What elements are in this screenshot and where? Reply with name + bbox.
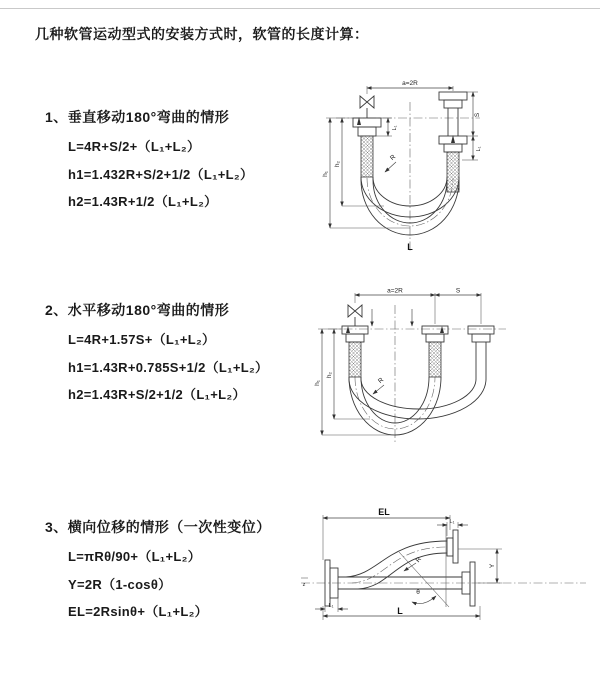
- s-curve-hose-position-2: [346, 541, 447, 589]
- svg-text:EL: EL: [378, 507, 390, 517]
- diagram-horizontal-180-bend: [308, 283, 528, 453]
- left-pipe-assembly: [342, 305, 368, 377]
- formula-line: L=4R+1.57S+（L₁+L₂）: [68, 332, 216, 347]
- section-lateral-displacement: [45, 517, 271, 620]
- section-1-formulas: [68, 133, 253, 216]
- formula-line: h1=1.43R+0.785S+1/2（L₁+L₂）: [68, 359, 269, 375]
- diagram-lateral-displacement: [296, 502, 596, 647]
- formula-line: L=πRθ/90+（L₁+L₂）: [68, 549, 201, 564]
- section-horizontal-180: [45, 300, 269, 403]
- dim-h2: [326, 329, 370, 419]
- section-3-formulas: [68, 543, 294, 626]
- right-flange-position-2: [447, 530, 458, 563]
- svg-text:a=2R: a=2R: [402, 80, 418, 87]
- svg-text:R: R: [414, 555, 424, 565]
- label-length-l: L: [407, 242, 413, 252]
- svg-text:Y: Y: [489, 563, 496, 569]
- valve-icon: [348, 305, 362, 317]
- middle-pipe-assembly: [422, 326, 448, 377]
- svg-text:R: R: [388, 153, 398, 163]
- position-arrows: [372, 309, 412, 326]
- centerline: [301, 578, 586, 588]
- top-rule: [0, 8, 600, 9]
- mark-z: z: [302, 582, 306, 588]
- svg-text:L₁: L₁: [328, 603, 334, 609]
- section-vertical-180: [45, 107, 254, 210]
- dim-l: [323, 606, 480, 620]
- angle-theta: [399, 524, 449, 607]
- dim-l1-right: [462, 136, 482, 160]
- svg-text:h₂: h₂: [326, 371, 333, 379]
- label-radius-r: [373, 376, 385, 394]
- diagram-vertical-180-bend: [308, 72, 593, 257]
- formula-line: Y=2R（1-cosθ）: [68, 576, 172, 592]
- dim-s: [467, 92, 481, 136]
- formula-line: EL=2Rsinθ+（L₁+L₂）: [68, 604, 208, 619]
- dim-h2: [334, 118, 384, 206]
- svg-text:h₁: h₁: [322, 171, 329, 177]
- right-flange-position-1: [462, 562, 475, 606]
- svg-text:L₁: L₁: [476, 146, 482, 152]
- left-pipe-assembly: [353, 96, 381, 177]
- section-2-formulas: [68, 326, 268, 409]
- svg-text:R: R: [376, 376, 386, 386]
- page-title: 几种软管运动型式的安装方式时，软管的长度计算：: [35, 26, 369, 42]
- right-pipe-assembly: [468, 326, 494, 362]
- section-3-heading: 3、横向位移的情形（一次性变位）: [45, 519, 271, 535]
- svg-text:S: S: [474, 112, 481, 118]
- section-1-heading: 1、垂直移动180°弯曲的情形: [45, 109, 230, 125]
- svg-text:S: S: [455, 287, 461, 295]
- section-2-heading: 2、水平移动180°弯曲的情形: [45, 302, 230, 318]
- formula-line: h2=1.43R+S/2+1/2（L₁+L₂）: [68, 387, 246, 402]
- dim-el: [323, 507, 450, 560]
- hose-u-position-2: [349, 362, 486, 419]
- formula-line: L=4R+S/2+（L₁+L₂）: [68, 139, 201, 154]
- valve-icon: [360, 96, 374, 108]
- dim-y: [458, 549, 502, 583]
- svg-text:a=2R: a=2R: [387, 287, 403, 295]
- dim-l1-top: [437, 519, 468, 536]
- svg-text:L₁: L₁: [449, 519, 455, 525]
- svg-text:L: L: [397, 606, 403, 616]
- label-radius-r: [385, 153, 397, 172]
- svg-text:h₂: h₂: [334, 160, 341, 168]
- formula-line: h1=1.432R+S/2+1/2（L₁+L₂）: [68, 166, 254, 182]
- dim-s: [435, 288, 481, 325]
- formula-line: h2=1.43R+1/2（L₁+L₂）: [68, 194, 218, 209]
- svg-text:h₁: h₁: [314, 380, 321, 386]
- dim-l1-bottom: [315, 598, 348, 612]
- svg-text:L₁: L₁: [392, 125, 398, 131]
- svg-text:θ: θ: [416, 589, 420, 596]
- right-pipe-assembly: [439, 92, 467, 192]
